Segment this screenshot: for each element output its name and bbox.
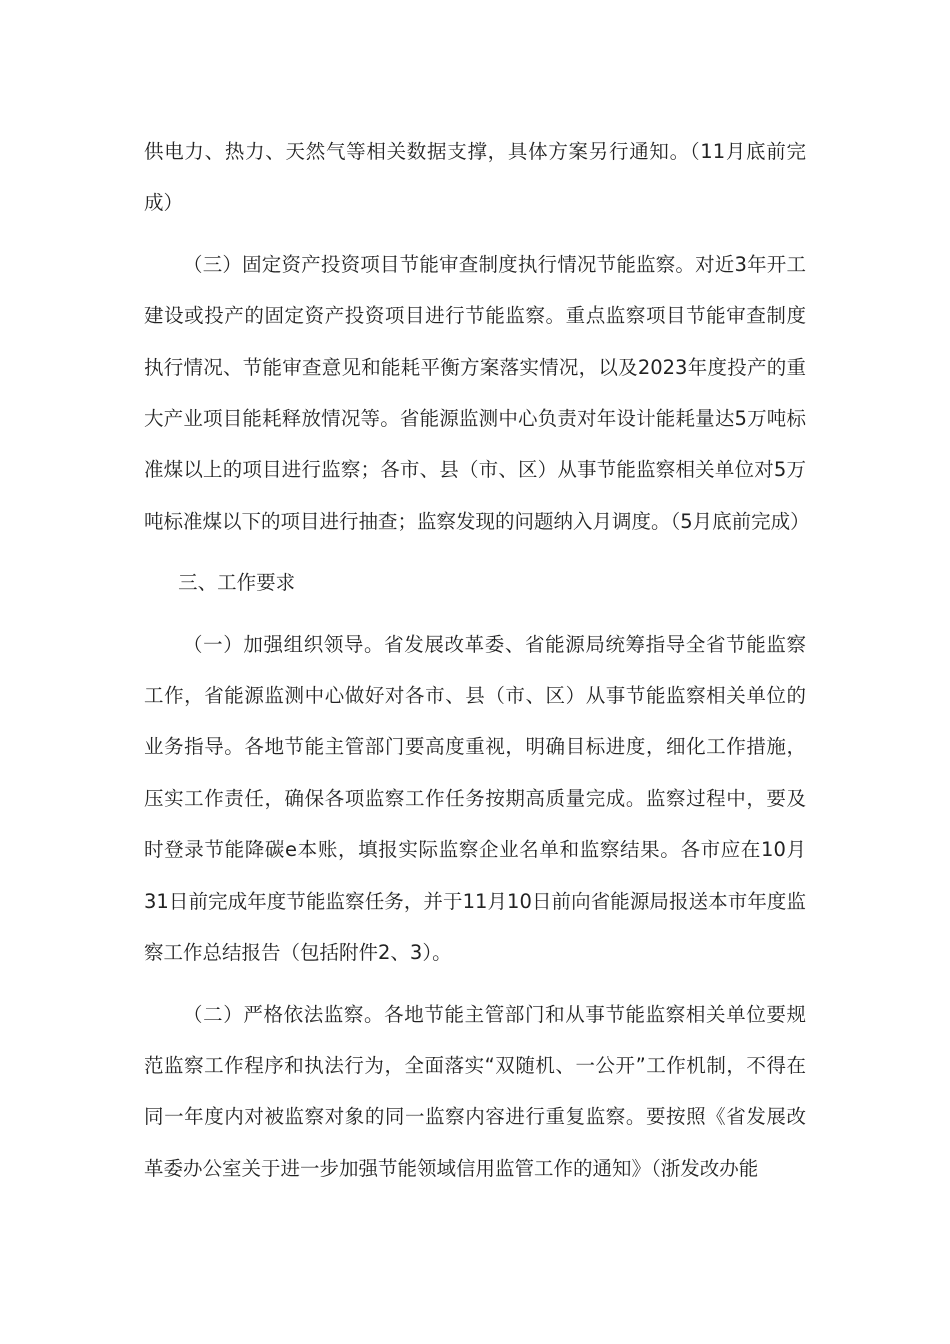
document-body <box>144 126 810 1204</box>
paragraph-investment-project-supervision: （三）固定资产投资项目节能审查制度执行情况节能监察。对近3年开工建设或投产的固定资产投资项目进行节能监察。重点监察项目节能审查制度执行情况、节能审查意见和能耗平衡方案落实情况，以及2023年度投产的重大产业项目能耗释放情况等。省能源监测中心负责对年设计能耗量达5万吨标准煤以上的项目进行监察；各市、县（市、区）从事节能监察相关单位对5万吨标准煤以下的项目进行抽查；监察发现的问题纳入月调度。（5月底前完成） <box>144 252 810 533</box>
paragraph-lawful-supervision: （二）严格依法监察。各地节能主管部门和从事节能监察相关单位要规范监察工作程序和执法行为，全面落实“双随机、一公开”工作机制，不得在同一年度内对被监察对象的同一监察内容进行重复监察。要按照《省发展改革委办公室关于进一步加强节能领域信用监管工作的通知》（浙发改办能 <box>144 1002 806 1180</box>
paragraph-data-support: 供电力、热力、天然气等相关数据支撑，具体方案另行通知。（11月底前完成） <box>144 140 806 215</box>
section-heading-work-requirements: 三、工作要求 <box>178 571 296 595</box>
paragraph-organization-leadership: （一）加强组织领导。省发展改革委、省能源局统筹指导全省节能监察工作，省能源监测中心做好对各市、县（市、区）从事节能监察相关单位的业务指导。各地节能主管部门要高度重视，明确目标进度，细化工作措施，压实工作责任，确保各项监察工作任务按期高质量完成。监察过程中，要及时登录节能降碳e本账，填报实际监察企业名单和监察结果。各市应在10月31日前完成年度节能监察任务，并于11月10日前向省能源局报送本市年度监察工作总结报告（包括附件2、3）。 <box>144 632 806 965</box>
